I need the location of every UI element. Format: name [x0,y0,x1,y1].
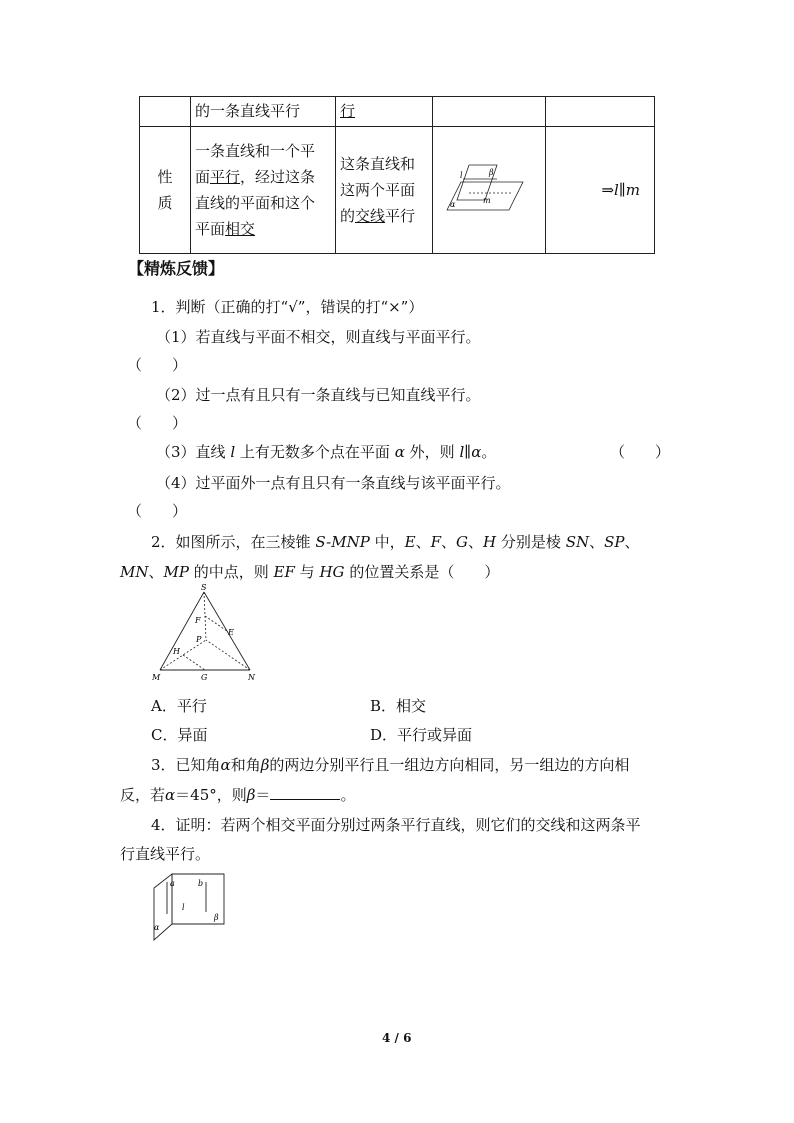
label-M: M [152,673,161,682]
q1-statement-4: （4）过平面外一点有且只有一条直线与该平面平行。 [156,474,511,492]
label-H: H [173,647,180,656]
property-table [139,96,655,254]
plane-intersection-figure [433,127,537,245]
label-alpha: α [154,923,160,932]
q2-line-1: 2．如图所示，在三棱锥 S-MNP 中，E、F、G、H 分别是棱 SN、SP、 [151,533,640,551]
table-cell: 一条直线和一个平 面平行，经过这条 直线的平面和这个 平面相交 [191,127,336,254]
q3-line-1: 3．已知角α和角β的两边分别平行且一组边方向相同，另一组边的方向相 [151,756,630,774]
label-N: N [248,673,255,682]
page-number: 4 / 6 [382,1031,412,1045]
label-S: S [201,583,207,592]
option-c: C．异面 [151,726,208,744]
q1-stem: 1．判断（正确的打“√”，错误的打“×”） [151,298,424,316]
label-E: E [228,628,234,637]
option-b: B．相交 [370,697,427,715]
tetrahedron-figure [150,582,260,686]
section-title: 【精炼反馈】 [128,259,225,278]
answer-paren: （ ） [127,502,188,520]
label-l: l [182,903,185,912]
answer-paren: （ ） [127,414,188,432]
table-row [140,127,655,254]
table-row [140,97,655,127]
cell-text: 的一条直线平行 [195,102,301,120]
label-a: a [170,879,175,888]
table-cell [140,97,191,127]
segment-EF [205,616,227,631]
cell-text: 行 [340,102,356,120]
table-cell [191,97,336,127]
label-alpha: α [450,200,456,209]
q3-line-2: 反，若α＝45°，则β＝ 。 [120,786,356,804]
row-label: 性 质 [140,127,191,254]
table-cell [546,97,655,127]
q4-line-1: 4．证明：若两个相交平面分别过两条平行直线，则它们的交线和这两条平 [151,816,641,834]
table-cell [336,97,433,127]
label-m: m [483,196,491,205]
table-cell [433,127,546,254]
table-cell [433,97,546,127]
answer-paren: （ ） [127,356,188,374]
label-l: l [460,171,463,180]
answer-blank[interactable] [270,785,340,800]
label-b: b [198,879,204,888]
q1-statement-2: （2）过一点有且只有一条直线与已知直线平行。 [156,386,481,404]
q1-statement-1: （1）若直线与平面不相交，则直线与平面平行。 [156,328,481,346]
q4-line-2: 行直线平行。 [120,845,211,863]
answer-paren: （ ） [610,443,671,461]
option-a: A．平行 [151,697,207,715]
q1-statement-3: （3）直线 l 上有无数多个点在平面 α 外，则 l∥α。 [156,443,497,461]
label-beta: β [214,913,219,922]
q2-line-2: MN、MP 的中点，则 EF 与 HG 的位置关系是（ ） [120,563,500,581]
table-cell: 这条直线和 这两个平面 的交线平行 [336,127,433,254]
label-G: G [201,673,208,682]
label-beta: β [489,168,494,177]
edge-SM [160,592,204,670]
label-F: F [195,616,201,625]
two-planes-figure [150,866,230,944]
label-P: P [196,635,202,644]
edge-NP [206,640,250,670]
table-cell: ⇒l∥m [546,127,655,254]
segment-HG [183,655,205,670]
option-d: D．平行或异面 [370,726,473,744]
